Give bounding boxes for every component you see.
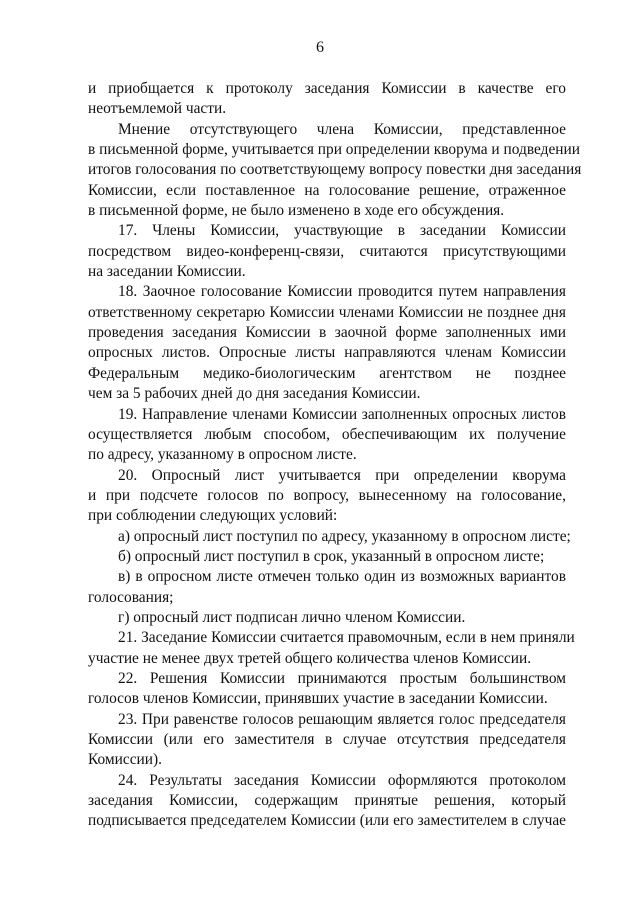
paragraph-20b bbox=[88, 547, 566, 567]
text-line: 17. Члены Комиссии, участвующие в заседании Комиссии bbox=[118, 222, 566, 240]
text-line: Комиссии, если поставленное на голосование решение, отраженное bbox=[88, 181, 566, 199]
text-line: б) опросный лист поступил в срок, указанный в опросном листе; bbox=[118, 547, 545, 565]
text-line: 19. Направление членами Комиссии заполненных опросных листов bbox=[118, 405, 566, 423]
text-line: при соблюдении следующих условий: bbox=[88, 507, 338, 525]
paragraph-21 bbox=[88, 628, 575, 669]
text-line: итогов голосования по соответствующему вопросу повестки дня заседания bbox=[88, 161, 582, 179]
text-line: 23. При равенстве голосов решающим является голос председателя bbox=[118, 710, 566, 728]
text-line: 22. Решения Комиссии принимаются простым большинством bbox=[118, 669, 566, 687]
text-line: 18. Заочное голосование Комиссии проводится путем направления bbox=[118, 283, 566, 301]
paragraph-continuation bbox=[88, 79, 566, 120]
text-line: голосования; bbox=[88, 588, 174, 606]
paragraph-20v bbox=[88, 567, 566, 608]
text-line: Федеральным медико-биологическим агентством не позднее bbox=[88, 364, 566, 382]
text-line: в письменной форме, не было изменено в ходе его обсуждения. bbox=[88, 202, 505, 220]
text-line: опросных листов. Опросные листы направляются членам Комиссии bbox=[88, 344, 566, 362]
text-line: заседания Комиссии, содержащим принятые решения, который bbox=[88, 792, 566, 810]
text-line: 21. Заседание Комиссии считается правомочным, если в нем приняли bbox=[118, 629, 575, 647]
paragraph-23 bbox=[88, 710, 566, 771]
text-line: подписывается председателем Комиссии (или его заместителем в случае bbox=[88, 812, 566, 830]
page-number: 6 bbox=[316, 39, 324, 56]
paragraph-17 bbox=[88, 221, 566, 282]
text-line: посредством видео-конференц-связи, считаются присутствующими bbox=[88, 242, 566, 260]
paragraph-18 bbox=[88, 282, 566, 404]
paragraph-20a bbox=[88, 527, 571, 547]
paragraph-22 bbox=[88, 669, 566, 710]
text-line: и приобщается к протоколу заседания Комиссии в качестве его bbox=[88, 80, 566, 97]
text-line: голосов членов Комиссии, принявших участие в заседании Комиссии. bbox=[88, 690, 548, 708]
text-line: Комиссии). bbox=[88, 751, 162, 769]
paragraph-absent-opinion bbox=[88, 120, 582, 222]
text-line: Комиссии (или его заместителя в случае отсутствия председателя bbox=[88, 731, 566, 748]
text-line: осуществляется любым способом, обеспечивающим их получение bbox=[88, 425, 566, 443]
text-line: г) опросный лист подписан лично членом Комиссии. bbox=[118, 608, 466, 626]
text-line: в письменной форме, учитывается при определении кворума и подведении bbox=[88, 141, 581, 159]
paragraph-20g bbox=[88, 608, 566, 628]
text-line: по адресу, указанному в опросном листе. bbox=[88, 446, 357, 464]
document-body bbox=[88, 79, 582, 832]
text-line: в) в опросном листе отмечен только один из возможных вариантов bbox=[118, 568, 566, 586]
text-line: а) опросный лист поступил по адресу, указанному в опросном листе; bbox=[118, 527, 571, 545]
text-line: и при подсчете голосов по вопросу, вынесенному на голосование, bbox=[88, 486, 566, 504]
paragraph-20 bbox=[88, 466, 566, 527]
text-line: ответственному секретарю Комиссии членами Комиссии не позднее дня bbox=[88, 303, 566, 321]
text-line: чем за 5 рабочих дней до дня заседания Комиссии. bbox=[88, 385, 421, 403]
text-line: 24. Результаты заседания Комиссии оформляются протоколом bbox=[118, 771, 566, 789]
text-line: 20. Опросный лист учитывается при определении кворума bbox=[118, 466, 566, 484]
paragraph-19 bbox=[88, 405, 566, 466]
text-line: неотъемлемой части. bbox=[88, 100, 227, 118]
text-line: Мнение отсутствующего члена Комиссии, представленное bbox=[118, 120, 566, 138]
text-line: на заседании Комиссии. bbox=[88, 263, 246, 281]
text-line: участие не менее двух третей общего количества членов Комиссии. bbox=[88, 649, 532, 667]
text-line: проведения заседания Комиссии в заочной форме заполненных ими bbox=[88, 324, 566, 342]
paragraph-24 bbox=[88, 771, 566, 832]
